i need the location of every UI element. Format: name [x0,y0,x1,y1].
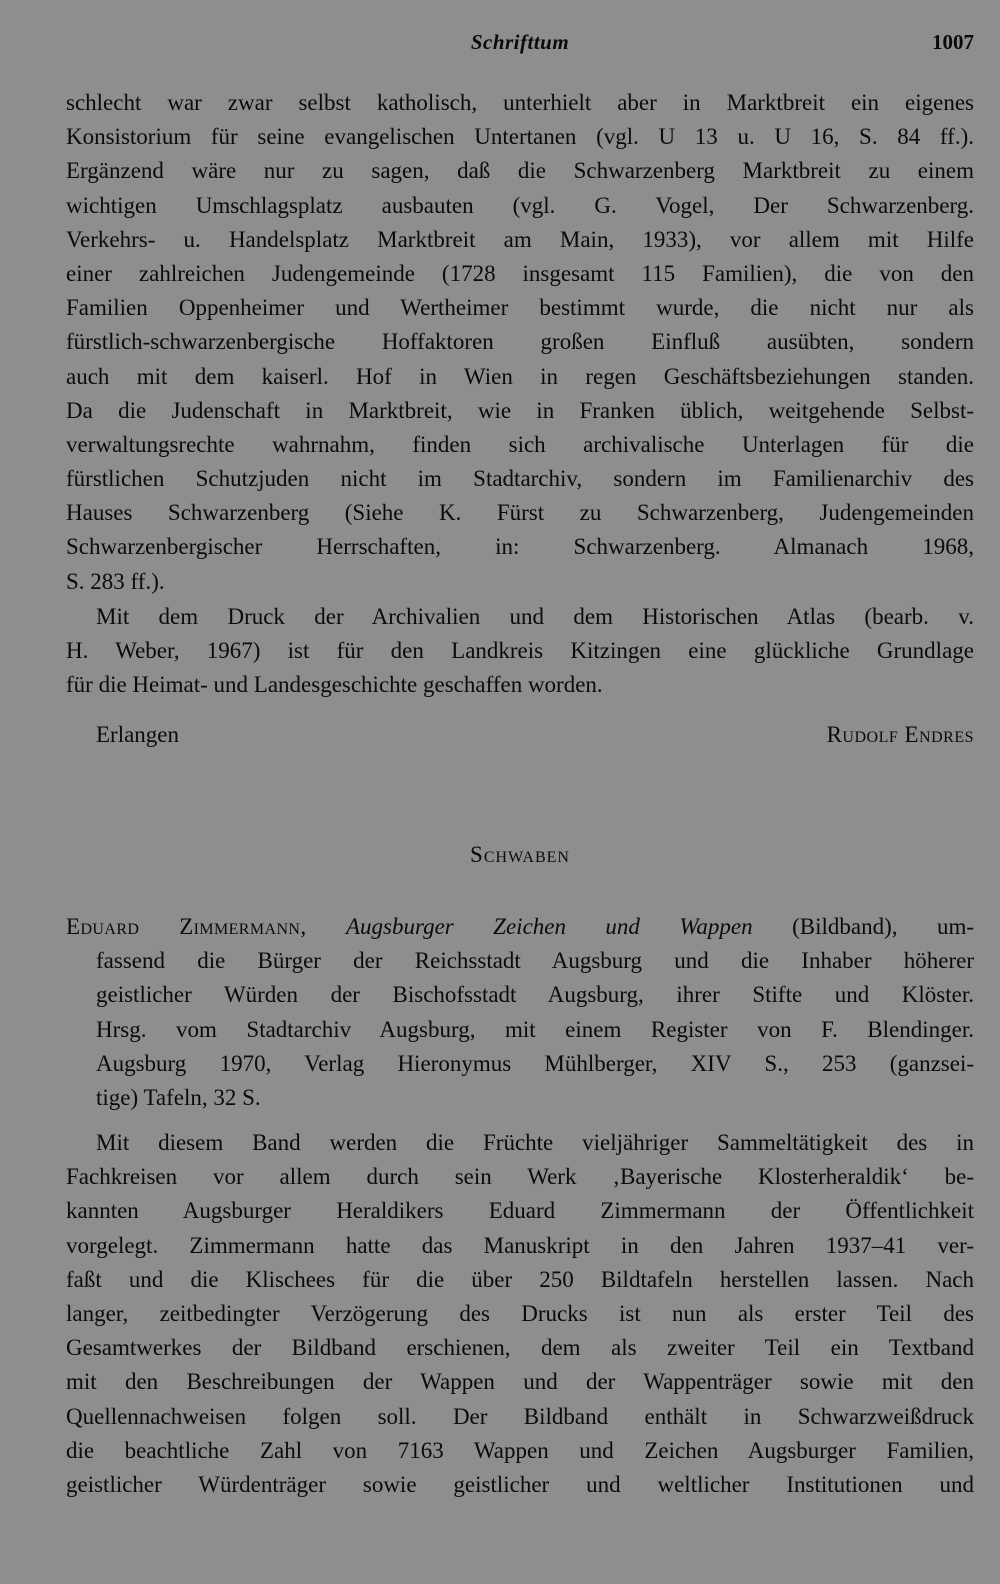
text-line: einer zahlreichen Judengemeinde (1728 insgesamt 115 Familien), die von den [66,260,974,286]
text-line: auch mit dem kaiserl. Hof in Wien in regen Geschäftsbeziehungen standen. [66,363,974,389]
text-line: Schwarzenbergischer Herrschaften, in: Schwarzenberg. Almanach 1968, [66,534,974,560]
paragraph-3 [66,1126,974,1502]
text-line: Konsistorium für seine evangelischen Untertanen (vgl. U 13 u. U 16, S. 84 ff.). [66,124,974,150]
text-line: langer, zeitbedingter Verzögerung des Drucks ist nun als erster Teil des [66,1300,974,1326]
text-line: Quellennachweisen folgen soll. Der Bildband enthält in Schwarzweißdruck [66,1403,974,1429]
entry-title: Augsburger Zeichen und Wappen [345,914,753,939]
text-line: geistlicher Würden der Bischofsstadt Augsburg, ihrer Stifte und Klöster. [96,982,974,1008]
text-line: fürstlich-schwarzenbergische Hoffaktoren großen Einfluß ausübten, sondern [66,329,974,355]
text-line: geistlicher Würdenträger sowie geistlicher und weltlicher Institutionen und [66,1471,974,1497]
text-line: Verkehrs- u. Handelsplatz Marktbreit am Main, 1933), vor allem mit Hilfe [66,226,974,252]
text-line: tige) Tafeln, 32 S. [96,1084,261,1110]
text-line: Ergänzend wäre nur zu sagen, daß die Schwarzenberg Marktbreit zu einem [66,158,974,184]
text-line: Hrsg. vom Stadtarchiv Augsburg, mit einem Register von F. Blendinger. [96,1016,974,1042]
text-line: faßt und die Klischees für die über 250 Bildtafeln herstellen lassen. Nach [66,1266,974,1292]
text-line: Mit diesem Band werden die Früchte vieljähriger Sammeltätigkeit des in [96,1130,974,1155]
entry-author: Eduard Zimmermann, [66,914,307,939]
signature-place: Erlangen [96,722,180,747]
running-title: Schrifttum [470,30,570,54]
entry-first-line [66,910,974,944]
text-line: vorgelegt. Zimmermann hatte das Manuskript in den Jahren 1937–41 ver- [66,1232,974,1258]
page-number: 1007 [932,30,974,54]
text-line: Fachkreisen vor allem durch sein Werk ‚Bayerische Klosterheraldik‘ be- [66,1164,974,1190]
signature-author: Rudolf Endres [826,722,974,747]
paragraph-2 [66,600,974,703]
text-line: schlecht war zwar selbst katholisch, unterhielt aber in Marktbreit ein eigenes [66,90,974,115]
entry-title-rest: (Bildband), um- [792,914,974,939]
paragraph-1 [66,86,974,599]
text-line: wichtigen Umschlagsplatz ausbauten (vgl. G. Vogel, Der Schwarzenberg. [66,192,974,218]
text-line: Gesamtwerkes der Bildband erschienen, dem als zweiter Teil ein Textband [66,1335,974,1361]
page-header [66,30,974,64]
section-heading: Schwaben [470,842,570,867]
text-line: fürstlichen Schutzjuden nicht im Stadtarchiv, sondern im Familienarchiv des [66,466,974,492]
text-line: Mit dem Druck der Archivalien und dem Historischen Atlas (bearb. v. [96,604,974,629]
text-line: Da die Judenschaft in Marktbreit, wie in Franken üblich, weitgehende Selbst- [66,397,974,423]
text-line: Familien Oppenheimer und Wertheimer bestimmt wurde, die nicht nur als [66,295,974,321]
text-line: Hauses Schwarzenberg (Siehe K. Fürst zu Schwarzenberg, Judengemeinden [66,500,974,526]
text-line: die beachtliche Zahl von 7163 Wappen und Zeichen Augsburger Familien, [66,1437,974,1463]
text-line: für die Heimat- und Landesgeschichte geschaffen worden. [66,672,603,698]
review-signature [96,722,974,758]
text-line: S. 283 ff.). [66,568,165,594]
bibliographic-entry [66,910,974,1115]
text-line: fassend die Bürger der Reichsstadt Augsburg und die Inhaber höherer [96,948,974,974]
text-line: H. Weber, 1967) ist für den Landkreis Kitzingen eine glückliche Grundlage [66,638,974,664]
text-line: Augsburg 1970, Verlag Hieronymus Mühlberger, XIV S., 253 (ganzsei- [96,1050,974,1076]
text-line: verwaltungsrechte wahrnahm, finden sich archivalische Unterlagen für die [66,431,974,457]
text-line: kannten Augsburger Heraldikers Eduard Zimmermann der Öffentlichkeit [66,1198,974,1224]
text-line: mit den Beschreibungen der Wappen und der Wappenträger sowie mit den [66,1369,974,1395]
